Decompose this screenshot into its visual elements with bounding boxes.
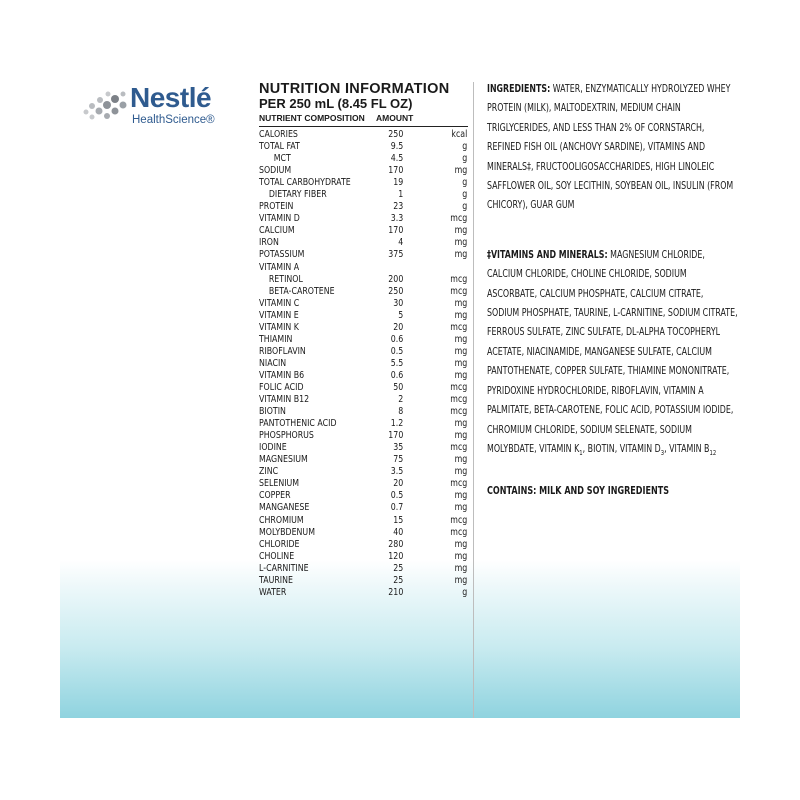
nutrient-amount: 20 <box>393 478 404 490</box>
nutrient-amount: 210 <box>388 586 404 598</box>
nutrient-row <box>259 394 469 406</box>
nutrient-amount: 4.5 <box>390 153 404 165</box>
nutrient-name: FOLIC ACID <box>259 381 304 393</box>
nutrient-row <box>259 129 469 141</box>
nutrient-name: RIBOFLAVIN <box>259 345 306 357</box>
nutrient-row <box>259 382 469 394</box>
nutrient-row <box>259 346 469 358</box>
nutrient-name: CHLORIDE <box>259 538 300 550</box>
nutrient-row <box>259 225 469 237</box>
nutrient-row <box>259 358 469 370</box>
allergen-statement: CONTAINS: MILK AND SOY INGREDIENTS <box>487 485 670 498</box>
nutrient-amount: 40 <box>393 526 404 538</box>
nutrient-name: PROTEIN <box>259 201 294 213</box>
column-header-nutrient: NUTRIENT COMPOSITION <box>259 113 365 123</box>
nutrient-row <box>259 153 469 165</box>
nutrient-row <box>259 237 469 249</box>
nutrient-amount: 5 <box>398 309 404 321</box>
vitamins-minerals-text: MAGNESIUM CHLORIDE, CALCIUM CHLORIDE, CHOLINE CHLORIDE, SODIUM ASCORBATE, CALCIUM PHOSPHATE, CALCIUM CITRATE, SODIUM PHOSPHATE, TAURINE, L-CARNITINE, SODIUM CITRATE, FERROUS SULFATE, ZINC SULFATE, DL-ALPHA TOCOPHERYL ACETATE, NIACINAMIDE, MANGANESE SULFATE, CALCIUM PANTOTHENATE, COPPER SULFATE, THIAMINE MONONITRATE, PYRIDOXINE HYDROCHLORIDE, RIBOFLAVIN, VITAMIN A PALMITATE, BETA-CAROTENE, FOLIC ACID, POTASSIUM IODIDE, CHROMIUM CHLORIDE, SODIUM SELENATE, SODIUM MOLYBDATE, VITAMIN K <box>487 248 738 455</box>
serving-size: PER 250 mL (8.45 FL OZ) <box>259 96 413 111</box>
nutrient-name: MANGANESE <box>259 502 310 514</box>
nutrient-amount: 170 <box>388 430 404 442</box>
nutrient-amount: 0.5 <box>390 345 404 357</box>
nutrient-row <box>259 249 469 261</box>
column-header-amount: AMOUNT <box>376 113 414 123</box>
subscript-k: 1 <box>579 448 583 457</box>
nutrient-name: VITAMIN A <box>259 261 300 273</box>
nutrient-row <box>259 430 469 442</box>
nutrient-unit: g <box>462 189 468 201</box>
nutrient-amount: 0.5 <box>390 490 404 502</box>
nutrient-name: IRON <box>259 237 279 249</box>
nutrient-unit: mg <box>454 333 468 345</box>
nutrient-row <box>259 563 469 575</box>
nutrient-amount: 170 <box>388 225 404 237</box>
nutrient-row <box>259 262 469 274</box>
nutrient-name: DIETARY FIBER <box>268 189 327 201</box>
nutrient-row <box>259 515 469 527</box>
ingredients-panel <box>487 80 738 497</box>
nutrient-unit: mg <box>454 562 468 574</box>
molecule-dots-icon <box>80 88 130 122</box>
nutrient-amount: 20 <box>393 321 404 333</box>
nutrient-unit: mcg <box>450 321 468 333</box>
column-divider <box>473 82 474 718</box>
nutrient-unit: mcg <box>450 514 468 526</box>
nutrient-row <box>259 478 469 490</box>
nutrient-name: THIAMIN <box>259 333 293 345</box>
nutrient-amount: 30 <box>393 297 404 309</box>
nutrient-unit: mcg <box>450 381 468 393</box>
brand-name: Nestlé <box>130 82 212 113</box>
nutrient-unit: mcg <box>450 478 468 490</box>
nutrient-amount: 1.2 <box>390 418 404 430</box>
nutrient-row <box>259 213 469 225</box>
nutrient-row <box>259 527 469 539</box>
nutrient-name: CALCIUM <box>259 225 295 237</box>
nutrient-row <box>259 322 469 334</box>
nutrient-amount: 0.6 <box>390 333 404 345</box>
nutrient-unit: mg <box>454 454 468 466</box>
nutrient-unit: mg <box>454 225 468 237</box>
nutrient-unit: mg <box>454 574 468 586</box>
nutrition-table <box>259 129 471 599</box>
nutrient-name: ZINC <box>259 466 279 478</box>
vitamins-minerals-paragraph <box>487 246 738 464</box>
subscript-b: 12 <box>709 448 717 457</box>
nutrient-unit: g <box>462 201 468 213</box>
nutrient-unit: mcg <box>450 213 468 225</box>
nutrient-amount: 4 <box>398 237 404 249</box>
nutrient-row <box>259 587 469 599</box>
nutrient-amount: 50 <box>393 381 404 393</box>
nutrient-unit: mcg <box>450 285 468 297</box>
nutrient-row <box>259 189 469 201</box>
nutrient-amount: 375 <box>388 249 404 261</box>
nutrient-amount: 8 <box>398 406 404 418</box>
nutrient-unit: mg <box>454 550 468 562</box>
nutrient-name: BETA-CAROTENE <box>268 285 335 297</box>
nutrient-row <box>259 334 469 346</box>
ingredients-text: WATER, ENZYMATICALLY HYDROLYZED WHEY PROTEIN (MILK), MALTODEXTRIN, MEDIUM CHAIN TRIGLYCERIDES, AND LESS THAN 2% OF CORNSTARCH, REFINED FISH OIL (ANCHOVY SARDINE), VITAMINS AND MINERALS‡, FRUCTOOLIGOSACCHARIDES, HIGH LINOLEIC SAFFLOWER OIL, SOY LECITHIN, SOYBEAN OIL, INSULIN (FROM CHICORY), GUAR GUM <box>487 83 734 212</box>
nutrient-amount: 9.5 <box>390 141 404 153</box>
vitamins-minerals-heading: ‡VITAMINS AND MINERALS: <box>487 248 608 261</box>
nutrient-amount: 280 <box>388 538 404 550</box>
nutrient-unit: mcg <box>450 394 468 406</box>
nutrient-name: VITAMIN D <box>259 213 300 225</box>
nutrient-unit: g <box>462 177 468 189</box>
nutrient-unit: mg <box>454 297 468 309</box>
nutrient-name: VITAMIN K <box>259 321 299 333</box>
nutrient-name: VITAMIN C <box>259 297 300 309</box>
nutrient-name: PANTOTHENIC ACID <box>259 418 337 430</box>
nutrient-name: CHROMIUM <box>259 514 304 526</box>
nutrient-row <box>259 286 469 298</box>
nutrient-amount: 35 <box>393 442 404 454</box>
nutrient-name: SELENIUM <box>259 478 300 490</box>
nutrient-unit: mg <box>454 430 468 442</box>
nutrient-name: VITAMIN E <box>259 309 299 321</box>
nutrient-row <box>259 370 469 382</box>
header-rule <box>259 126 468 127</box>
nutrient-unit: mg <box>454 237 468 249</box>
nutrient-name: TOTAL CARBOHYDRATE <box>259 177 351 189</box>
nutrient-amount: 120 <box>388 550 404 562</box>
nutrient-row <box>259 201 469 213</box>
nutrient-amount: 23 <box>393 201 404 213</box>
ingredients-paragraph <box>487 80 738 216</box>
nutrient-amount: 1 <box>398 189 404 201</box>
nutrient-unit: g <box>462 586 468 598</box>
nutrient-unit: mg <box>454 466 468 478</box>
nutrient-name: RETINOL <box>268 273 303 285</box>
nutrient-unit: mcg <box>450 273 468 285</box>
nutrient-name: IODINE <box>259 442 287 454</box>
nutrient-name: CALORIES <box>259 129 298 140</box>
nutrient-name: TOTAL FAT <box>259 141 300 153</box>
nutrient-amount: 250 <box>388 129 404 140</box>
nutrient-row <box>259 177 469 189</box>
nutrient-unit: mg <box>454 345 468 357</box>
nutrient-unit: kcal <box>451 129 468 140</box>
nutrient-name: TAURINE <box>259 574 293 586</box>
brand-subtitle: HealthScience® <box>132 114 215 126</box>
nutrient-amount: 0.7 <box>390 502 404 514</box>
ingredients-heading: INGREDIENTS: <box>487 83 551 95</box>
nutrient-unit: mg <box>454 309 468 321</box>
nutrient-amount: 2 <box>398 394 404 406</box>
nutrient-name: SODIUM <box>259 165 292 177</box>
nutrient-name: VITAMIN B12 <box>259 394 310 406</box>
nutrient-unit: mcg <box>450 526 468 538</box>
nutrient-amount: 75 <box>393 454 404 466</box>
nutrient-name: VITAMIN B6 <box>259 369 305 381</box>
nutrient-unit: mg <box>454 357 468 369</box>
nutrient-unit: mg <box>454 490 468 502</box>
nutrient-unit: mg <box>454 165 468 177</box>
nutrient-unit: mg <box>454 502 468 514</box>
nutrient-row <box>259 454 469 466</box>
nutrient-row <box>259 165 469 177</box>
nutrient-name: BIOTIN <box>259 406 286 418</box>
nutrient-name: POTASSIUM <box>259 249 305 261</box>
nutrient-name: COPPER <box>259 490 291 502</box>
nutrition-title: NUTRITION INFORMATION <box>259 81 450 97</box>
nutrition-panel <box>259 82 471 599</box>
nutrient-amount: 5.5 <box>390 357 404 369</box>
nutrient-name: L-CARNITINE <box>259 562 309 574</box>
nutrient-row <box>259 490 469 502</box>
nutrient-unit: mg <box>454 369 468 381</box>
nutrient-amount: 3.5 <box>390 466 404 478</box>
nutrient-row <box>259 298 469 310</box>
subscript-d: 3 <box>660 448 665 457</box>
nutrient-name: MAGNESIUM <box>259 454 308 466</box>
nutrient-unit: mcg <box>450 442 468 454</box>
nutrient-row <box>259 406 469 418</box>
nutrient-unit: g <box>462 141 468 153</box>
nutrient-name: PHOSPHORUS <box>259 430 314 442</box>
nutrient-amount: 250 <box>388 285 404 297</box>
nutrient-name: MCT <box>273 153 291 165</box>
nutrient-row <box>259 274 469 286</box>
nutrition-column-headers <box>259 113 471 125</box>
vitamins-text-2: , BIOTIN, VITAMIN D <box>582 442 661 455</box>
nutrient-amount: 25 <box>393 562 404 574</box>
nutrient-unit: mcg <box>450 406 468 418</box>
nutrient-amount: 15 <box>393 514 404 526</box>
nutrient-row <box>259 502 469 514</box>
nutrient-unit: mg <box>454 538 468 550</box>
nutrient-row <box>259 141 469 153</box>
nutrient-row <box>259 310 469 322</box>
nutrient-amount: 0.6 <box>390 369 404 381</box>
nutrient-amount: 3.3 <box>390 213 404 225</box>
nutrient-amount: 19 <box>393 177 404 189</box>
nutrient-amount: 170 <box>388 165 404 177</box>
nutrient-name: CHOLINE <box>259 550 295 562</box>
nutrient-row <box>259 551 469 563</box>
nutrient-amount: 200 <box>388 273 404 285</box>
nutrient-name: WATER <box>259 586 287 598</box>
nutrient-row <box>259 418 469 430</box>
nutrient-unit: mg <box>454 249 468 261</box>
nutrient-name: NIACIN <box>259 357 287 369</box>
nutrient-row <box>259 442 469 454</box>
nutrient-unit: mg <box>454 418 468 430</box>
vitamins-text-3: , VITAMIN B <box>664 442 710 455</box>
nutrient-row <box>259 539 469 551</box>
nutrient-name: MOLYBDENUM <box>259 526 315 538</box>
nutrient-unit: g <box>462 153 468 165</box>
nutrient-amount: 25 <box>393 574 404 586</box>
nutrient-row <box>259 575 469 587</box>
nutrient-row <box>259 466 469 478</box>
